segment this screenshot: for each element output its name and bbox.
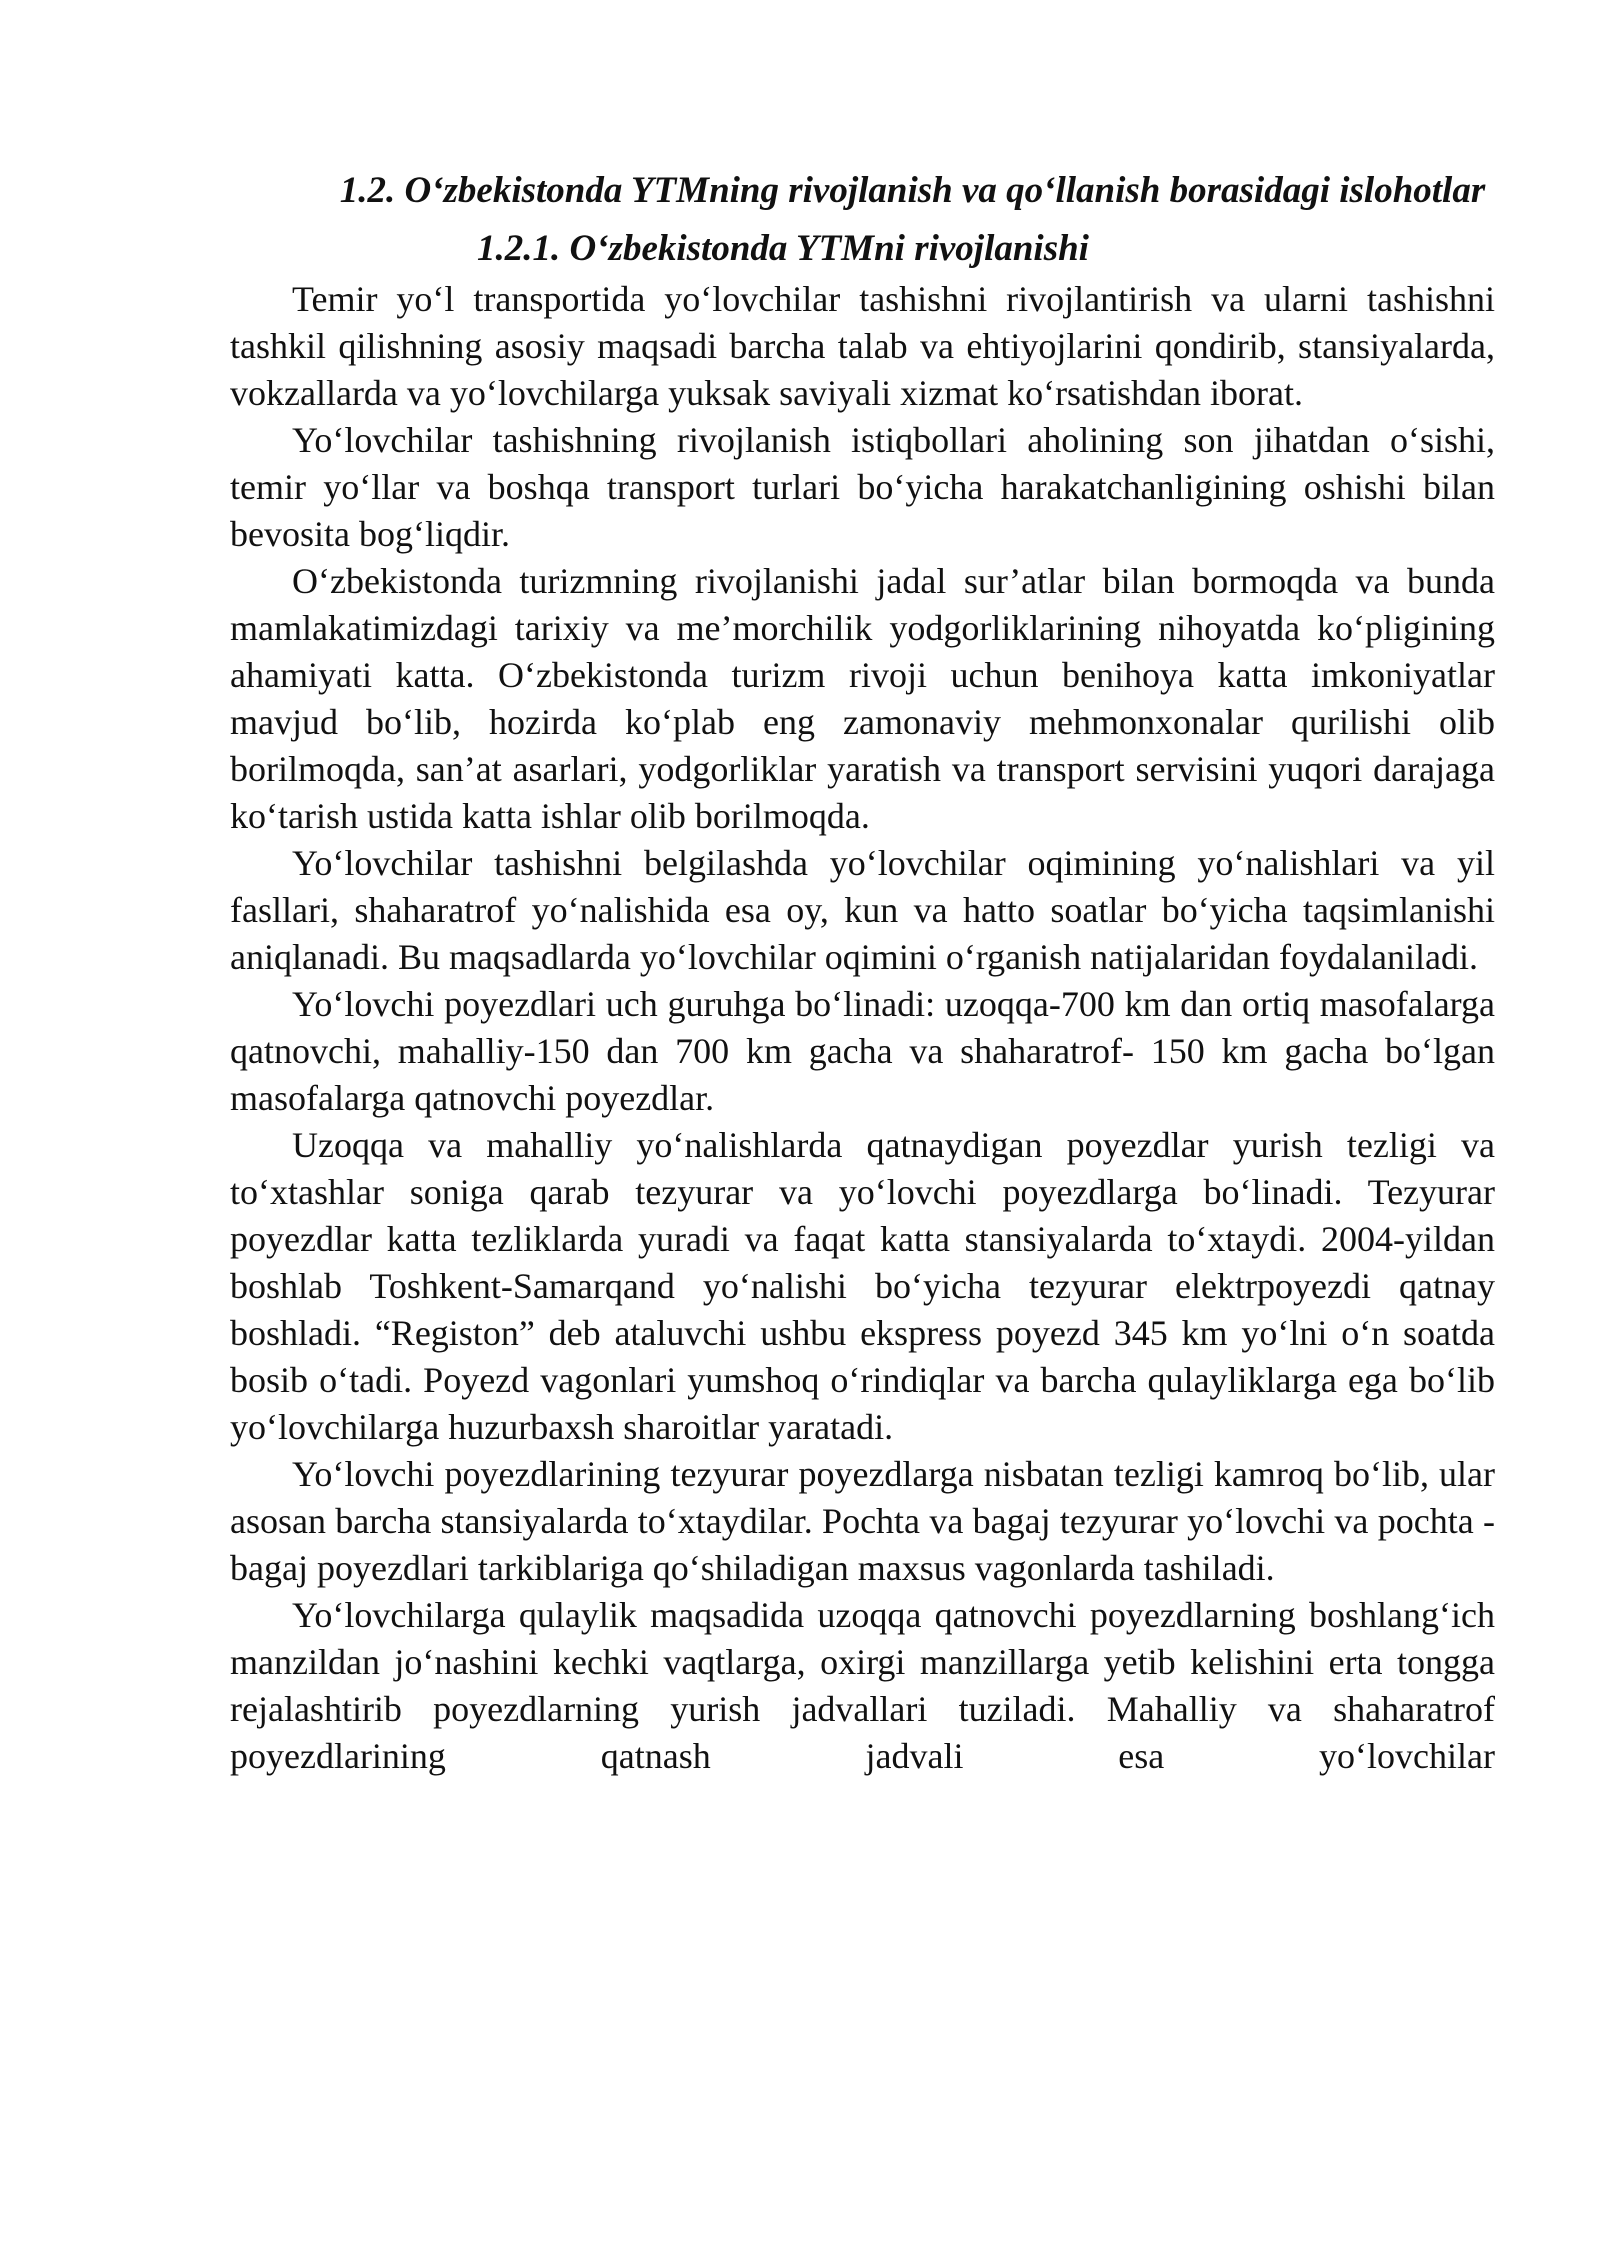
paragraph: Yo‘lovchilar tashishning rivojlanish istiqbollari aholining son jihatdan o‘sishi, temir yo‘llar va boshqa transport turlari bo‘yicha harakatchanligining oshishi bilan bevosita bog‘liqdir. [230,420,1495,554]
paragraph: Uzoqqa va mahalliy yo‘nalishlarda qatnaydigan poyezdlar yurish tezligi va to‘xtashlar soniga qarab tezyurar va yo‘lovchi poyezdlarga bo‘linadi. Tezyurar poyezdlar katta tezliklarda yuradi va faqat katta stansiyalarda to‘xtaydi. 2004-yildan boshlab Toshkent-Samarqand yo‘nalishi bo‘yicha tezyurar elektrpoyezdi qatnay boshladi. “Registon” deb ataluvchi ushbu ekspress poyezd 345 km yo‘lni o‘n soatda bosib o‘tadi. Poyezd vagonlari yumshoq o‘rindiqlar va barcha qulayliklarga ega bo‘lib yo‘lovchilarga huzurbaxsh sharoitlar yaratadi. [230,1125,1495,1447]
document-page [230,168,1495,1780]
paragraph: Yo‘lovchilarga qulaylik maqsadida uzoqqa qatnovchi poyezdlarning boshlang‘ich manzildan jo‘nashini kechki vaqtlarga, oxirgi manzillarga yetib kelishini erta tongga rejalashtirib poyezdlarning yurish jadvallari tuziladi. Mahalliy va shaharatrof poyezdlarining qatnash jadvali esa yo‘lovchilar [230,1595,1495,1776]
paragraph: Yo‘lovchi poyezdlari uch guruhga bo‘linadi: uzoqqa-700 km dan ortiq masofalarga qatnovchi, mahalliy-150 dan 700 km gacha va shaharatrof- 150 km gacha bo‘lgan masofalarga qatnovchi poyezdlar. [230,984,1495,1118]
paragraph: Temir yo‘l transportida yo‘lovchilar tashishni rivojlantirish va ularni tashishni tashkil qilishning asosiy maqsadi barcha talab va ehtiyojlarini qondirib, stansiyalarda, vokzallarda va yo‘lovchilarga yuksak saviyali xizmat ko‘rsatishdan iborat. [230,279,1495,413]
paragraph: Yo‘lovchi poyezdlarining tezyurar poyezdlarga nisbatan tezligi kamroq bo‘lib, ular asosan barcha stansiyalarda to‘xtaydilar. Pochta va bagaj tezyurar yo‘lovchi va pochta - bagaj poyezdlari tarkiblariga qo‘shiladigan maxsus vagonlarda tashiladi. [230,1454,1495,1588]
section-title: 1.2. O‘zbekistonda YTMning rivojlanish va qo‘llanish borasidagi islohotlar [339,170,1486,211]
paragraph: Yo‘lovchilar tashishni belgilashda yo‘lovchilar oqimining yo‘nalishlari va yil fasllari, shaharatrof yo‘nalishida esa oy, kun va hatto soatlar bo‘yicha taqsimlanishi aniqlanadi. Bu maqsadlarda yo‘lovchilar oqimini o‘rganish natijalaridan foydalaniladi. [230,843,1495,977]
paragraph: O‘zbekistonda turizmning rivojlanishi jadal sur’atlar bilan bormoqda va bunda mamlakatimizdagi tarixiy va me’morchilik yodgorliklarining nihoyatda ko‘pligining ahamiyati katta. O‘zbekistonda turizm rivoji uchun benihoya katta imkoniyatlar mavjud bo‘lib, hozirda ko‘plab eng zamonaviy mehmonxonalar qurilishi olib borilmoqda, san’at asarlari, yodgorliklar yaratish va transport servisini yuqori darajaga ko‘tarish ustida katta ishlar olib borilmoqda. [230,561,1495,836]
subsection-title: 1.2.1. O‘zbekistonda YTMni rivojlanishi [477,228,1089,269]
